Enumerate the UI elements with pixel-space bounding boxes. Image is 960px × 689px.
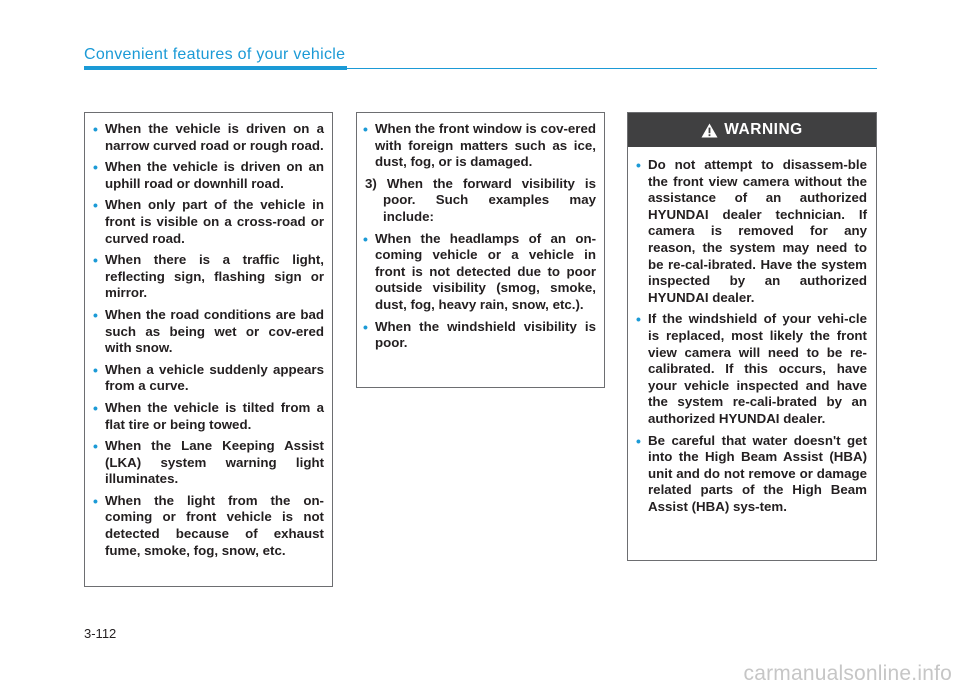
list-item: • When the vehicle is driven on a narrow curved road or rough road. xyxy=(95,121,324,154)
section-title: Convenient features of your vehicle xyxy=(84,46,346,63)
middle-bullet-list-top xyxy=(365,121,596,171)
list-item: • When only part of the vehicle in front is visible on a cross-road or curved road. xyxy=(95,197,324,247)
page-number: 3-112 xyxy=(84,626,117,641)
list-item: • Do not attempt to disassem-ble the front view camera without the assistance of an authorized HYUNDAI dealer technician. If camera is removed for any reason, the system may need to be re-cal-ibrated. Have the system inspected by an authorized HYUNDAI dealer. xyxy=(638,157,867,306)
header-rule-line xyxy=(347,68,877,69)
list-item: • When a vehicle suddenly appears from a curve. xyxy=(95,362,324,395)
list-item: • When the headlamps of an on-coming vehicle or a vehicle in front is not detected due to poor outside visibility (smog, smoke, dust, fog, heavy rain, snow, etc.). xyxy=(365,231,596,314)
list-item: • When the Lane Keeping Assist (LKA) system warning light illuminates. xyxy=(95,438,324,488)
list-item: • When the vehicle is tilted from a flat tire or being towed. xyxy=(95,400,324,433)
watermark-text: carmanualsonline.info xyxy=(743,662,952,685)
list-item: • When the light from the on-coming or front vehicle is not detected because of exhaust fume, smoke, fog, snow, etc. xyxy=(95,493,324,559)
warning-body xyxy=(628,147,876,515)
left-bullet-list xyxy=(95,121,324,559)
middle-bullet-list xyxy=(365,231,596,352)
warning-triangle-icon xyxy=(701,123,718,138)
warning-header xyxy=(628,113,876,147)
list-item: • Be careful that water doesn't get into the High Beam Assist (HBA) unit and do not remove or damage related parts of the High Beam Assist (HBA) sys-tem. xyxy=(638,433,867,516)
warning-bullet-list xyxy=(638,157,867,515)
list-item: • When the front window is cov-ered with foreign matters such as ice, dust, fog, or is damaged. xyxy=(365,121,596,171)
middle-conditions-box xyxy=(356,112,605,388)
warning-title: WARNING xyxy=(724,121,803,138)
list-item: • If the windshield of your vehi-cle is replaced, most likely the front view camera will need to be re-calibrated. If this occurs, have your vehicle inspected and have the system re-cali-brated by an authorized HYUNDAI dealer. xyxy=(638,311,867,427)
list-item: • When there is a traffic light, reflecting sign, flashing sign or mirror. xyxy=(95,252,324,302)
header-rule-accent xyxy=(84,66,347,70)
list-item: • When the windshield visibility is poor. xyxy=(365,319,596,352)
left-conditions-box xyxy=(84,112,333,587)
list-item: • When the road conditions are bad such as being wet or cov-ered with snow. xyxy=(95,307,324,357)
numbered-condition: 3) When the forward visibility is poor. Such examples may include: xyxy=(365,175,596,224)
warning-box xyxy=(627,112,877,561)
list-item: • When the vehicle is driven on an uphill road or downhill road. xyxy=(95,159,324,192)
